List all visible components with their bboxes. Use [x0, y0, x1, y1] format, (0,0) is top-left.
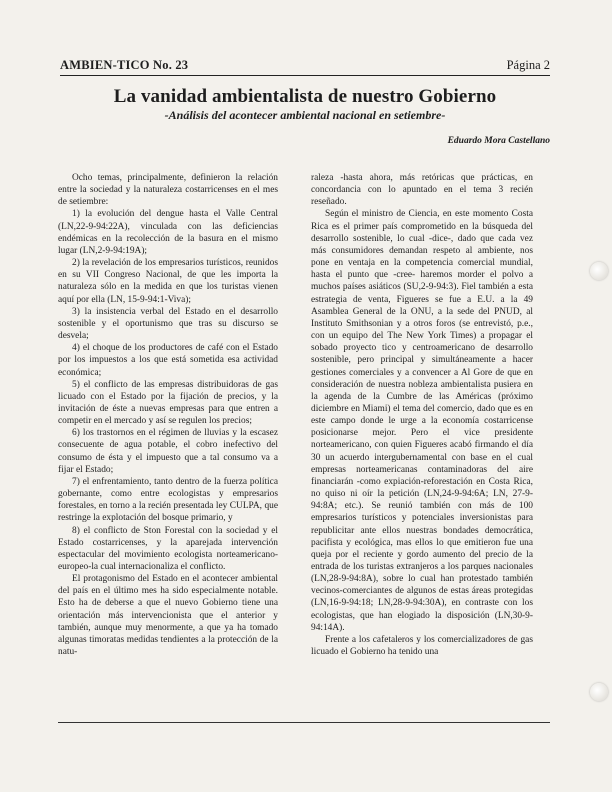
paragraph: 3) la insistencia verbal del Estado en el desarrollo sostenible y el oportunismo que tras su discurso se desvela;	[58, 306, 278, 342]
paragraph: 2) la revelación de los empresarios turísticos, reunidos en su VII Congreso Nacional, de que les importa la naturaleza sólo en la medida en que los turistas vienen aquí por ella (LN, 15-9-94:1-Viva);	[58, 258, 278, 305]
paragraph: 8) el conflicto de Ston Forestal con la sociedad y el Estado costarricenses, y la aparejada intervención espectacular del movimiento ecologista norteamericano-europeo-la cual internacionaliza el conflicto.	[58, 525, 278, 572]
punch-hole	[590, 683, 608, 701]
paragraph: 4) el choque de los productores de café con el Estado por los impuestos a los que está sometida esa actividad económica;	[58, 343, 278, 378]
article-subtitle: -Análisis del acontecer ambiental nacional en setiembre-	[164, 108, 446, 122]
paragraph: 6) los trastornos en el régimen de lluvias y la escasez consecuente de agua potable, el cobro inefectivo del consumo de ésta y el impuesto que a tal consumo va a fijar el Estado;	[58, 428, 278, 475]
header-rule	[60, 75, 550, 76]
article-title: La vanidad ambientalista de nuestro Gobierno	[113, 86, 497, 107]
publication-name: AMBIEN-TICO No. 23	[60, 58, 189, 72]
page-number: Página 2	[506, 58, 550, 72]
punch-hole	[590, 262, 608, 280]
running-header	[60, 58, 550, 76]
paragraph: raleza -hasta ahora, más retóricas que prácticas, en concordancia con lo apuntado en el tema 3 recién reseñado.	[311, 173, 533, 208]
paragraph: Ocho temas, principalmente, definieron la relación entre la sociedad y la naturaleza costarricenses en el mes de setiembre:	[58, 173, 278, 208]
paragraph: 1) la evolución del dengue hasta el Valle Central (LN,22-9-94:22A), vinculada con las deficiencias endémicas en la recolección de la basura en el mismo lugar (LN,2-9-94:19A);	[58, 209, 278, 256]
paragraph: Frente a los cafetaleros y los comercializadores de gas licuado el Gobierno ha tenido una	[311, 634, 533, 658]
paragraph: Según el ministro de Ciencia, en este momento Costa Rica es el primer país comprometido en la búsqueda del desarrollo sostenible, lo cual -dice-, dado que cada vez más consumidores demandan respeto al ambiente, nos pone en ventaja en la competencia comercial mundial, hasta el punto que -cree- haremos morder el polvo a muchos países asiáticos (SU,2-9-94:3). Fiel también a esta estrategia de venta, Figueres se fue a E.U. a la 49 Asamblea General de la ONU, a la sede del PNUD, al Instituto Smithsonian y a otros foros (se entrevistó, p.e., con un equipo del The New York Times) a propagar el sobado proyecto tico y centroamericano de desarrollo sostenible, pero principal y simultáneamente a hacer gestiones comerciales y a convencer a Al Gore de que en consideración de nuestra nobleza ambientalista pusiera en la agenda de la Cumbre de las Américas (próximo diciembre en Miami) el tema del comercio, dado que es en este campo donde le urge a la economía costarricense posicionarse mejor. Pero el vice presidente norteamericano, con quien Figueres acabó firmando el día 30 un acuerdo intergubernamental con base en el cual empresas norteamericanas contaminadoras del aire financiarán -como expiación-reforestación en Costa Rica, no quiso ni oír la petición (LN,24-9-94:6A; LN, 27-9-94:8A; etc.). Se reunió también con más de 100 empresarios turísticos y potenciales inversionistas para republicitar ante ellos nuestras bondades democrática, pacifista y ecológica, mas ellos lo que emitieron fue una queja por el reciente y gordo aumento del precio de la entrada de los turistas extranjeros a los parques nacionales (LN,28-9-94:8A), sobre lo cual han protestado también vecinos-comerciantes de algunos de estas áreas protegidas (LN,16-9-94:18; LN,28-9-94:30A), en contraste con los ecologistas, que han elogiado la disposición (LN,30-9-94:14A).	[311, 209, 533, 633]
body-column-left	[58, 172, 278, 658]
body-column-right	[311, 172, 533, 658]
paragraph: 5) el conflicto de las empresas distribuidoras de gas licuado con el Estado por la fijación de precios, y la invitación de éste a nuevas empresas para que entren a competir en el mercado y así se regulen los precios;	[58, 379, 278, 427]
footer-rule	[58, 722, 550, 723]
paragraph: 7) el enfrentamiento, tanto dentro de la fuerza política gobernante, como entre ecologistas y empresarios forestales, en torno a la recién presentada ley CULPA, que restringe la explotación del bosque primario, y	[58, 476, 278, 524]
paragraph: El protagonismo del Estado en el acontecer ambiental del país en el último mes ha sido especialmente notable. Esto ha de deberse a que el nuevo Gobierno tiene una orientación más intervencionista que el anterior y también, aunque muy menormente, a que ya ha tomado algunas timoratas medidas tendientes a la protección de la natu-	[58, 574, 278, 658]
article-author: Eduardo Mora Castellano	[447, 136, 550, 146]
